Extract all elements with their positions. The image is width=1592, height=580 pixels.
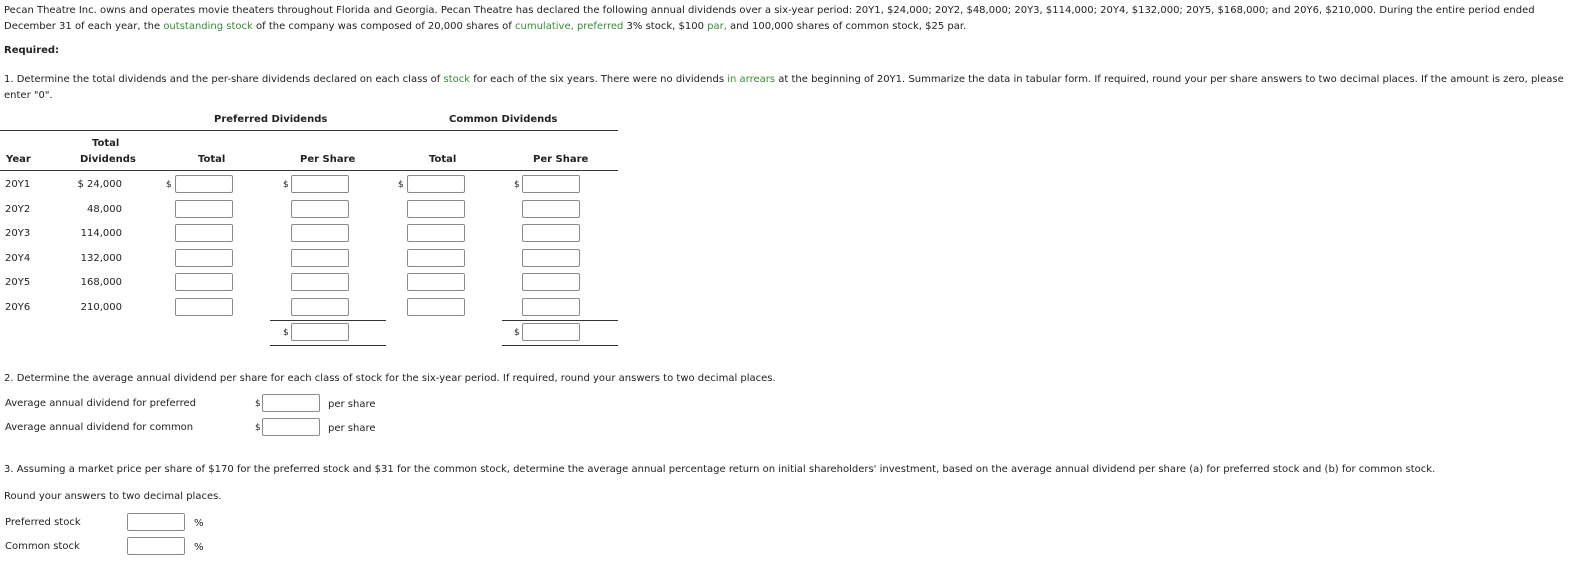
glossary-link-outstanding-stock[interactable]: outstanding stock [163,21,253,32]
currency-symbol: $ [398,180,404,190]
common-per-share-bottom-rule [502,345,618,346]
glossary-link-par[interactable]: par, [707,21,727,32]
common-total-input-20y2[interactable] [407,200,465,218]
common-per-share-total-rule [502,320,618,321]
row-year: 20Y4 [5,253,31,264]
question-2-text: 2. Determine the average annual dividend per share for each class of stock for the six-year period. If required, round your answers to two decimal places. [4,373,776,384]
preferred-per-share-input-20y1[interactable] [291,175,349,193]
currency-symbol: $ [255,399,261,409]
avg-preferred-input[interactable] [262,394,320,412]
intro-line-2 [4,19,1535,35]
preferred-total-input-20y6[interactable] [175,298,233,316]
common-total-input-20y5[interactable] [407,273,465,291]
required-heading: Required: [4,45,60,56]
preferred-return-label: Preferred stock [5,517,81,528]
row-year: 20Y2 [5,204,31,215]
header-total-dividends: Dividends [80,154,136,165]
header-common-dividends: Common Dividends [449,114,558,125]
per-share-unit: per share [328,399,376,410]
intro-text: of the company was composed of 20,000 shares of [252,21,516,32]
preferred-total-input-20y4[interactable] [175,249,233,267]
row-year: 20Y6 [5,302,31,313]
intro-line-1 [4,3,1535,19]
common-return-label: Common stock [5,541,80,552]
common-per-share-input-20y2[interactable] [522,200,580,218]
row-total-dividends: 210,000 [80,302,122,313]
common-total-input-20y3[interactable] [407,224,465,242]
question-3-text: 3. Assuming a market price per share of $170 for the preferred stock and $31 for the common stock, determine the average annual percentage return on initial shareholders' investment, based on the average annual dividend per share (a) for preferred stock and (b) for common stock. [4,464,1436,475]
round-note: Round your answers to two decimal places. [4,491,222,502]
preferred-total-input-20y5[interactable] [175,273,233,291]
preferred-return-input[interactable] [127,513,185,531]
header-common-total: Total [429,154,457,165]
preferred-total-input-20y2[interactable] [175,200,233,218]
percent-unit: % [194,542,204,553]
per-share-unit: per share [328,423,376,434]
row-total-dividends: 168,000 [80,277,122,288]
q1-line-1 [4,72,1564,88]
glossary-link-in-arrears[interactable]: in arrears [727,74,776,85]
avg-preferred-label: Average annual dividend for preferred [5,398,196,409]
preferred-per-share-input-20y6[interactable] [291,298,349,316]
question-1 [4,72,1564,104]
row-total-dividends: 48,000 [87,204,122,215]
q1-text: at the beginning of 20Y1. Summarize the data in tabular form. If required, round your per share answers to two decimal places. If the amount is zero, please [775,74,1564,85]
currency-symbol: $ [166,180,172,190]
preferred-total-input-20y3[interactable] [175,224,233,242]
problem-intro [4,3,1535,35]
row-total-dividends: $ 24,000 [77,179,122,190]
common-return-input[interactable] [127,537,185,555]
avg-common-input[interactable] [262,418,320,436]
common-per-share-input-20y3[interactable] [522,224,580,242]
common-total-input-20y1[interactable] [407,175,465,193]
intro-text: and 100,000 shares of common stock, $25 par. [726,21,967,32]
avg-common-label: Average annual dividend for common [5,422,194,433]
preferred-per-share-total-input[interactable] [291,323,349,341]
header-preferred-dividends: Preferred Dividends [214,114,328,125]
currency-symbol: $ [514,328,520,338]
currency-symbol: $ [514,180,520,190]
header-bottom-rule [0,170,618,171]
row-year: 20Y1 [5,179,31,190]
common-total-input-20y6[interactable] [407,298,465,316]
intro-text: 3% stock, $100 [623,21,708,32]
header-preferred-total: Total [198,154,226,165]
row-total-dividends: 132,000 [80,253,122,264]
preferred-per-share-input-20y2[interactable] [291,200,349,218]
glossary-link-stock[interactable]: stock [443,74,471,85]
common-per-share-input-20y1[interactable] [522,175,580,193]
preferred-per-share-total-rule [270,320,386,321]
preferred-per-share-input-20y5[interactable] [291,273,349,291]
currency-symbol: $ [255,423,261,433]
header-total-line1: Total [92,138,120,149]
currency-symbol: $ [283,328,289,338]
q1-text: for each of the six years. There were no dividends [470,74,728,85]
header-preferred-per-share: Per Share [300,154,356,165]
glossary-link-cumulative-preferred[interactable]: cumulative, preferred [515,21,624,32]
preferred-per-share-input-20y3[interactable] [291,224,349,242]
preferred-total-input-20y1[interactable] [175,175,233,193]
currency-symbol: $ [283,180,289,190]
preferred-per-share-bottom-rule [270,345,386,346]
intro-text: Pecan Theatre Inc. owns and operates movie theaters throughout Florida and Georgia. Pecan Theatre has declared the following annual dividends over a six-year period: 20Y1, $24,000; 20Y2, $48,000; 20Y3, $114,000; 20Y4, $132,000; 20Y5, $168,000; and 20Y6, $210,000. During the entire period ended [4,5,1535,16]
common-per-share-input-20y5[interactable] [522,273,580,291]
common-per-share-input-20y4[interactable] [522,249,580,267]
intro-text: December 31 of each year, the [4,21,164,32]
preferred-per-share-input-20y4[interactable] [291,249,349,267]
header-common-per-share: Per Share [533,154,589,165]
row-year: 20Y3 [5,228,31,239]
header-year: Year [6,154,31,165]
q1-text: 1. Determine the total dividends and the per-share dividends declared on each class of [4,74,444,85]
common-total-input-20y4[interactable] [407,249,465,267]
row-total-dividends: 114,000 [80,228,122,239]
q1-line-2: enter "0". [4,90,53,101]
percent-unit: % [194,518,204,529]
common-per-share-input-20y6[interactable] [522,298,580,316]
header-top-rule [0,130,618,131]
common-per-share-total-input[interactable] [522,323,580,341]
row-year: 20Y5 [5,277,31,288]
